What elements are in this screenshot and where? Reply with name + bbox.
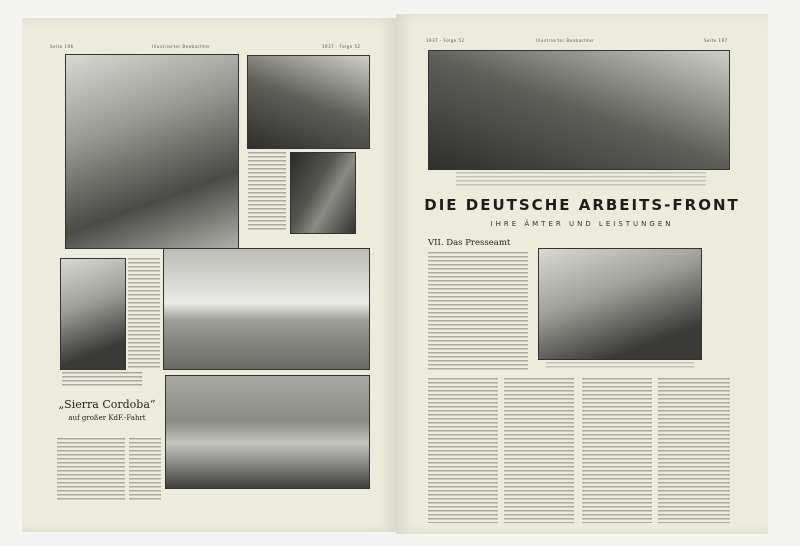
caption-text [248,152,286,230]
masthead: Illustrierter Beobachter [152,44,211,49]
photo-press-office-staff [428,50,730,170]
page-number: Seite 197 [704,38,728,43]
photo-sea [165,375,370,489]
article-title: „Sierra Cordoba“ [58,398,156,411]
caption-text [128,258,160,368]
photo-group-on-deck [247,55,370,149]
article-text [428,378,498,523]
article-text [658,378,730,523]
article-text [504,378,574,523]
article-text [57,438,125,500]
page-subtitle: IHRE ÄMTER UND LEISTUNGEN [490,220,674,228]
article-text [428,252,528,370]
photo-caption [546,362,694,370]
page-title: DIE DEUTSCHE ARBEITS-FRONT [424,196,740,214]
issue-label: 1937 · Folge 52 [426,38,465,43]
right-page [396,14,768,534]
photo-office [538,248,702,360]
article-text [129,438,161,500]
photo-ship-deck [65,54,239,249]
page-number: Seite 196 [50,44,74,49]
caption-text [62,372,142,388]
masthead: Illustrierter Beobachter [536,38,595,43]
article-text [582,378,652,523]
photo-ship [163,248,370,370]
photo-small [290,152,356,234]
left-page [22,18,396,532]
photo-caption [456,172,706,186]
issue-label: 1937 · Folge 52 [322,44,361,49]
article-subtitle: auf großer KdF.-Fahrt [68,414,146,422]
section-heading: VII. Das Presseamt [428,238,511,248]
photo-passengers [60,258,126,370]
